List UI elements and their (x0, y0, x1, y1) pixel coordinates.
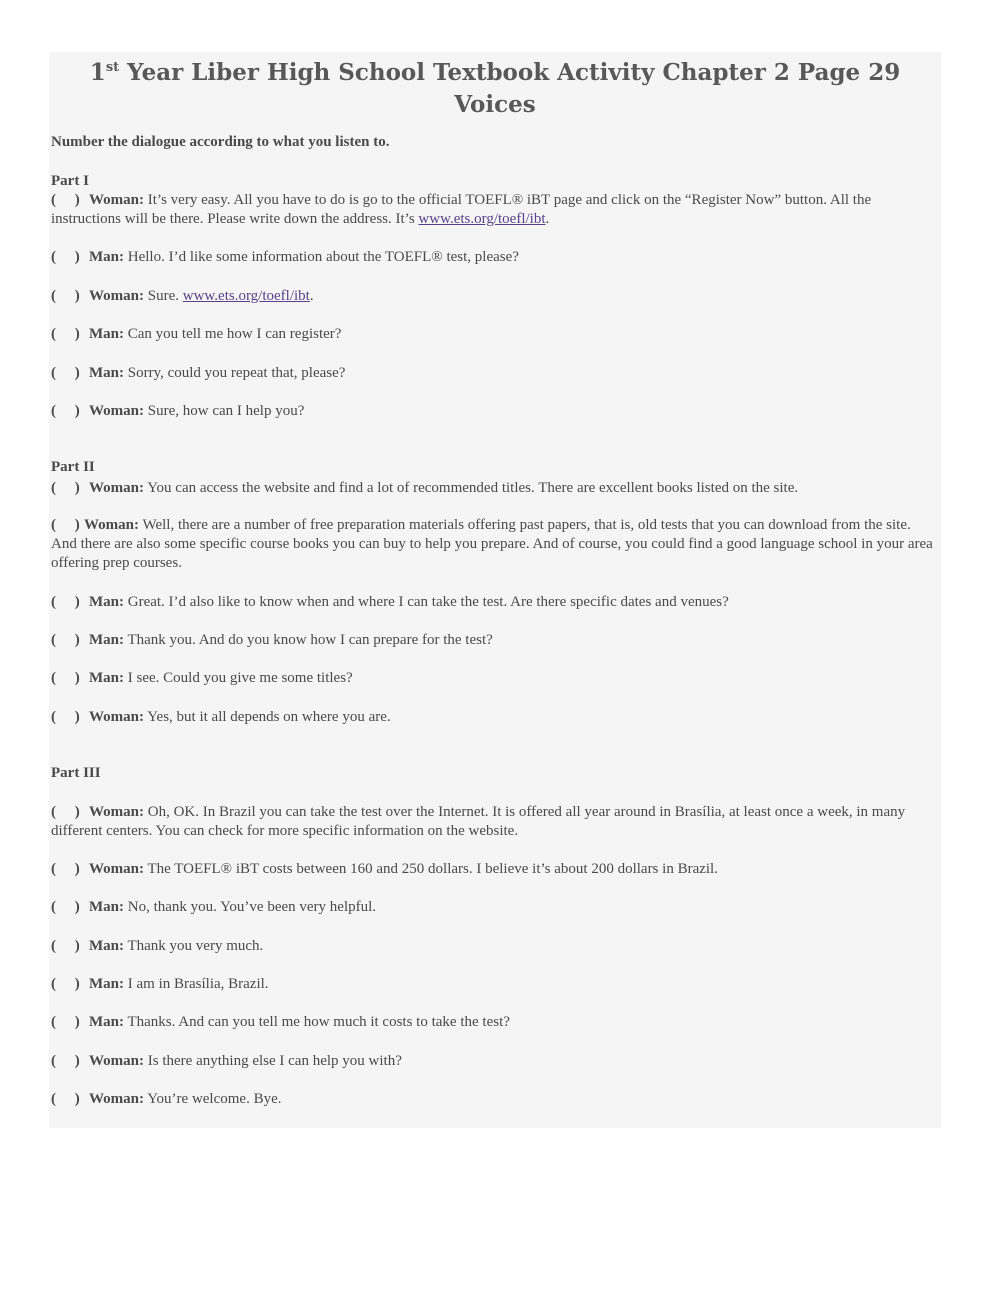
dialogue-line: ( ) Woman: Sure. www.ets.org/toefl/ibt. (51, 288, 314, 304)
instruction: Number the dialogue according to what you listen to. (51, 134, 390, 150)
toefl-link[interactable]: www.ets.org/toefl/ibt (182, 288, 310, 304)
dialogue-line: ( ) Woman: Yes, but it all depends on where you are. (51, 709, 391, 725)
number-blank[interactable]: ( ) (51, 632, 80, 648)
number-blank[interactable]: ( ) (51, 1091, 80, 1107)
dialogue-line: ( ) Woman: Is there anything else I can help you with? (51, 1053, 402, 1069)
number-blank[interactable]: ( ) (51, 249, 80, 265)
dialogue-line: ( ) Woman: Well, there are a number of free preparation materials offering past papers, that is, old tests that you can download from the site. And there are also some specific course books you can buy to help you prepare. And of course, you could find a good language school in your area offering prep courses. (51, 517, 933, 571)
number-blank[interactable]: ( ) (51, 976, 80, 992)
dialogue-line: ( ) Man: Can you tell me how I can register? (51, 326, 342, 342)
toefl-link[interactable]: www.ets.org/toefl/ibt (418, 211, 546, 227)
dialogue-line: ( ) Man: Great. I’d also like to know when and where I can take the test. Are there specific dates and venues? (51, 594, 729, 610)
number-blank[interactable]: ( ) (51, 517, 80, 533)
number-blank[interactable]: ( ) (51, 670, 80, 686)
dialogue-line: ( ) Woman: You can access the website and find a lot of recommended titles. There are excellent books listed on the site. (51, 480, 799, 496)
part2-heading: Part II (51, 459, 95, 475)
dialogue-line: ( ) Man: Thank you very much. (51, 938, 264, 954)
number-blank[interactable]: ( ) (51, 403, 80, 419)
number-blank[interactable]: ( ) (51, 1053, 80, 1069)
dialogue-line: ( ) Woman: It’s very easy. All you have to do is go to the official TOEFL® iBT page and click on the “Register Now” button. All the instructions will be there. Please write down the address. It’s www.ets.org/toefl/ibt. (51, 192, 872, 227)
number-blank[interactable]: ( ) (51, 288, 80, 304)
number-blank[interactable]: ( ) (51, 192, 80, 208)
number-blank[interactable]: ( ) (51, 938, 80, 954)
part1-heading: Part I (51, 173, 89, 189)
dialogue-line: ( ) Woman: The TOEFL® iBT costs between 160 and 250 dollars. I believe it’s about 200 dollars in Brazil. (51, 861, 718, 877)
number-blank[interactable]: ( ) (51, 326, 80, 342)
dialogue-line: ( ) Man: Thank you. And do you know how I can prepare for the test? (51, 632, 493, 648)
number-blank[interactable]: ( ) (51, 1014, 80, 1030)
number-blank[interactable]: ( ) (51, 899, 80, 915)
number-blank[interactable]: ( ) (51, 804, 80, 820)
number-blank[interactable]: ( ) (51, 594, 80, 610)
number-blank[interactable]: ( ) (51, 861, 80, 877)
dialogue-line: ( ) Man: Hello. I’d like some information about the TOEFL® test, please? (51, 249, 519, 265)
dialogue-line: ( ) Man: No, thank you. You’ve been very helpful. (51, 899, 377, 915)
dialogue-line: ( ) Man: I see. Could you give me some titles? (51, 670, 353, 686)
part3-heading: Part III (51, 765, 101, 781)
dialogue-line: ( ) Man: Sorry, could you repeat that, please? (51, 365, 346, 381)
number-blank[interactable]: ( ) (51, 709, 80, 725)
dialogue-line: ( ) Woman: Sure, how can I help you? (51, 403, 305, 419)
number-blank[interactable]: ( ) (51, 365, 80, 381)
number-blank[interactable]: ( ) (51, 480, 80, 496)
dialogue-line: ( ) Woman: You’re welcome. Bye. (51, 1091, 282, 1107)
page-title: 1st Year Liber High School Textbook Activity Chapter 2 Page 29 Voices (89, 59, 901, 118)
dialogue-line: ( ) Man: I am in Brasília, Brazil. (51, 976, 269, 992)
dialogue-line: ( ) Man: Thanks. And can you tell me how much it costs to take the test? (51, 1014, 510, 1030)
dialogue-line: ( ) Woman: Oh, OK. In Brazil you can take the test over the Internet. It is offered all year around in Brasília, at least once a week, in many different centers. You can check for more specific information on the website. (51, 804, 906, 839)
